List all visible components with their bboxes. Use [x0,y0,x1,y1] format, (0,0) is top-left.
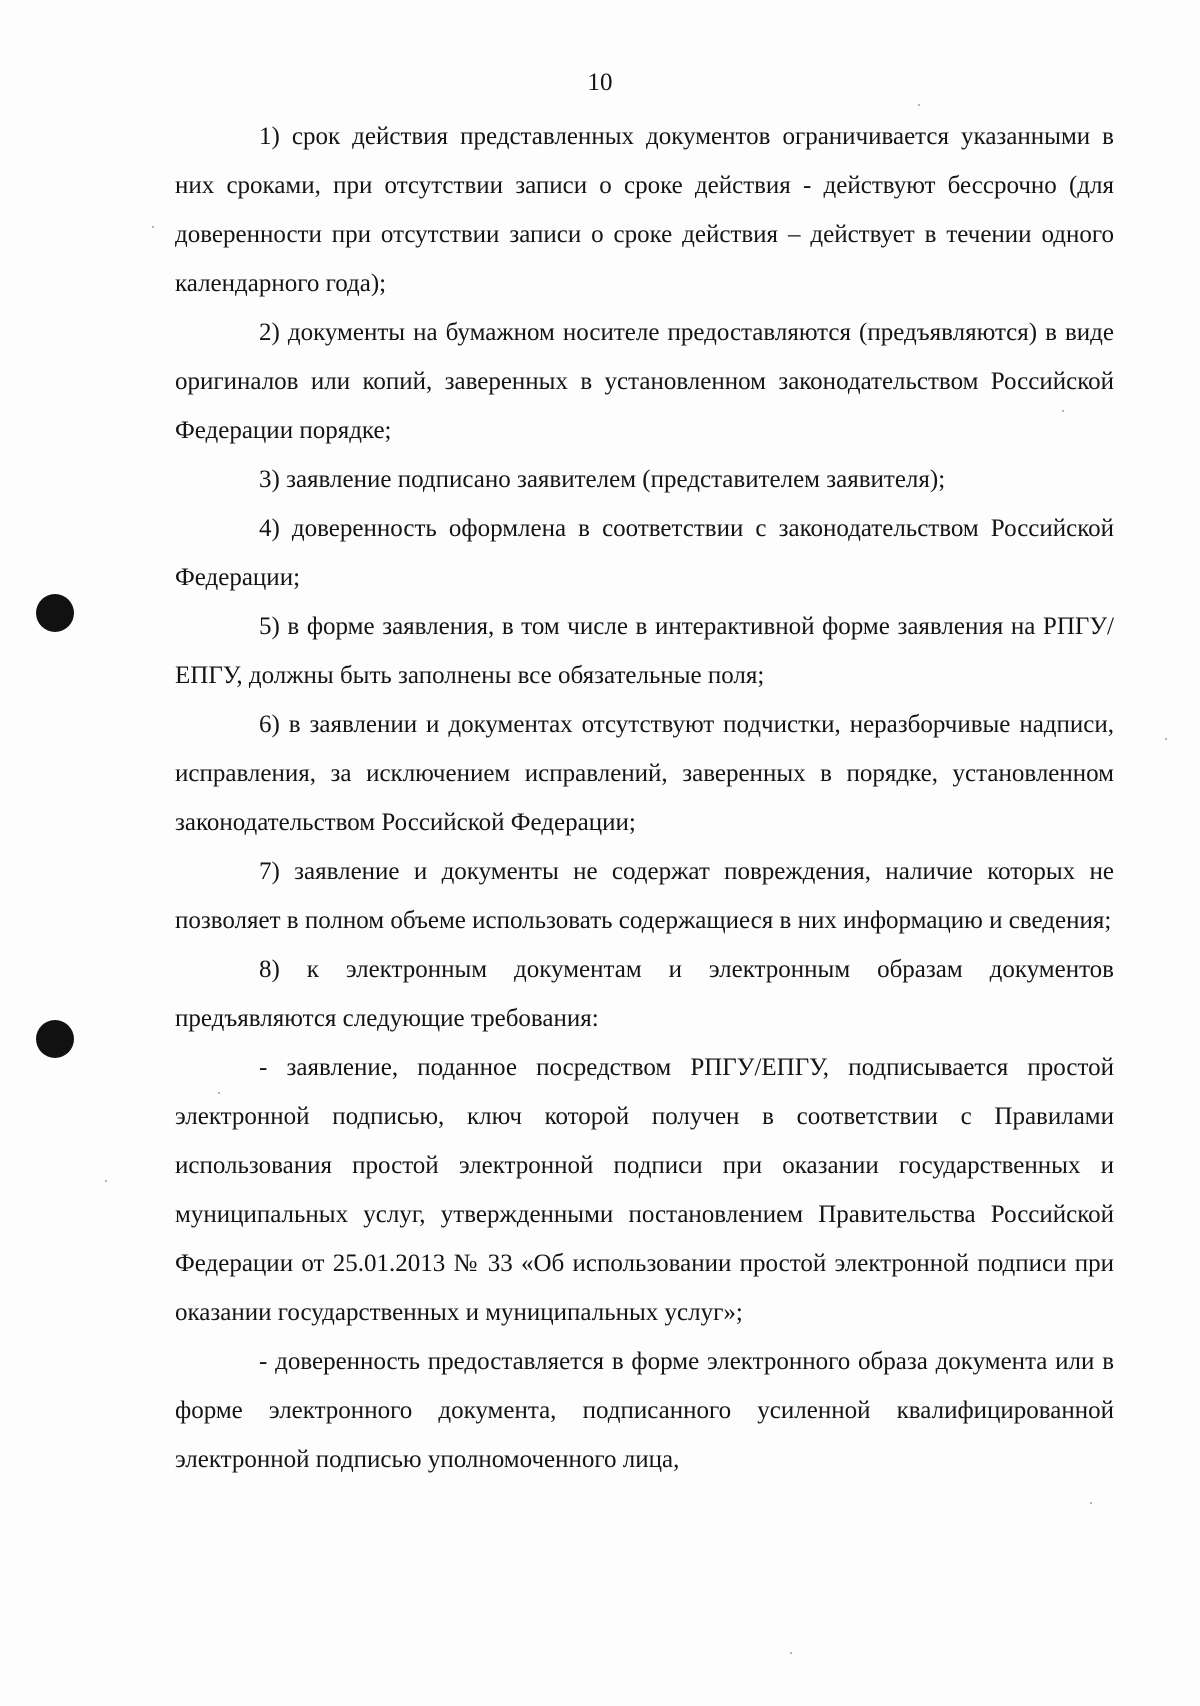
page-number: 10 [587,69,613,96]
scan-speck [105,1180,107,1182]
paragraph-item-7: 7) заявление и документы не содержат повреждения, наличие которых не позволяет в полном объеме использовать содержащиеся в них информацию и сведения; [175,858,1114,934]
punch-hole-mark [36,594,74,632]
paragraph-item-8: 8) к электронным документам и электронным образам документов предъявляются следующие требования: [175,956,1114,1032]
document-body [175,112,1114,1484]
paragraph-item-4: 4) доверенность оформлена в соответствии с законодательством Российской Федерации; [175,515,1114,591]
paragraph-item-1: 1) срок действия представленных документов ограничивается указанными в них сроками, при отсутствии записи о сроке действия - действуют бессрочно (для доверенности при отсутствии записи о сроке действия – действует в течении одного календарного года); [175,123,1114,297]
scan-speck [1165,738,1167,740]
scan-speck [1090,1502,1092,1504]
paragraph-dash-item-2: - доверенность предоставляется в форме электронного образа документа или в форме электронного документа, подписанного усиленной квалифицированной электронной подписью уполномоченного лица, [175,1348,1114,1473]
paragraph-item-2: 2) документы на бумажном носителе предоставляются (предъявляются) в виде оригиналов или копий, заверенных в установленном законодательством Российской Федерации порядке; [175,319,1114,444]
paragraph-item-5: 5) в форме заявления, в том числе в интерактивной форме заявления на РПГУ/ЕПГУ, должны быть заполнены все обязательные поля; [175,613,1114,689]
paragraph-dash-item-1: - заявление, поданное посредством РПГУ/ЕПГУ, подписывается простой электронной подписью, ключ которой получен в соответствии с Правилами использования простой электронной подписи при оказании государственных и муниципальных услуг, утвержденными постановлением Правительства Российской Федерации от 25.01.2013 № 33 «Об использовании простой электронной подписи при оказании государственных и муниципальных услуг»; [175,1054,1114,1326]
paragraph-item-3: 3) заявление подписано заявителем (представителем заявителя); [259,466,946,493]
punch-hole-mark [36,1020,74,1058]
scan-speck [152,226,154,228]
scan-speck [918,104,920,106]
paragraph-item-6: 6) в заявлении и документах отсутствуют подчистки, неразборчивые надписи, исправления, за исключением исправлений, заверенных в порядке, установленном законодательством Российской Федерации; [175,711,1114,836]
scan-speck [790,1652,792,1654]
